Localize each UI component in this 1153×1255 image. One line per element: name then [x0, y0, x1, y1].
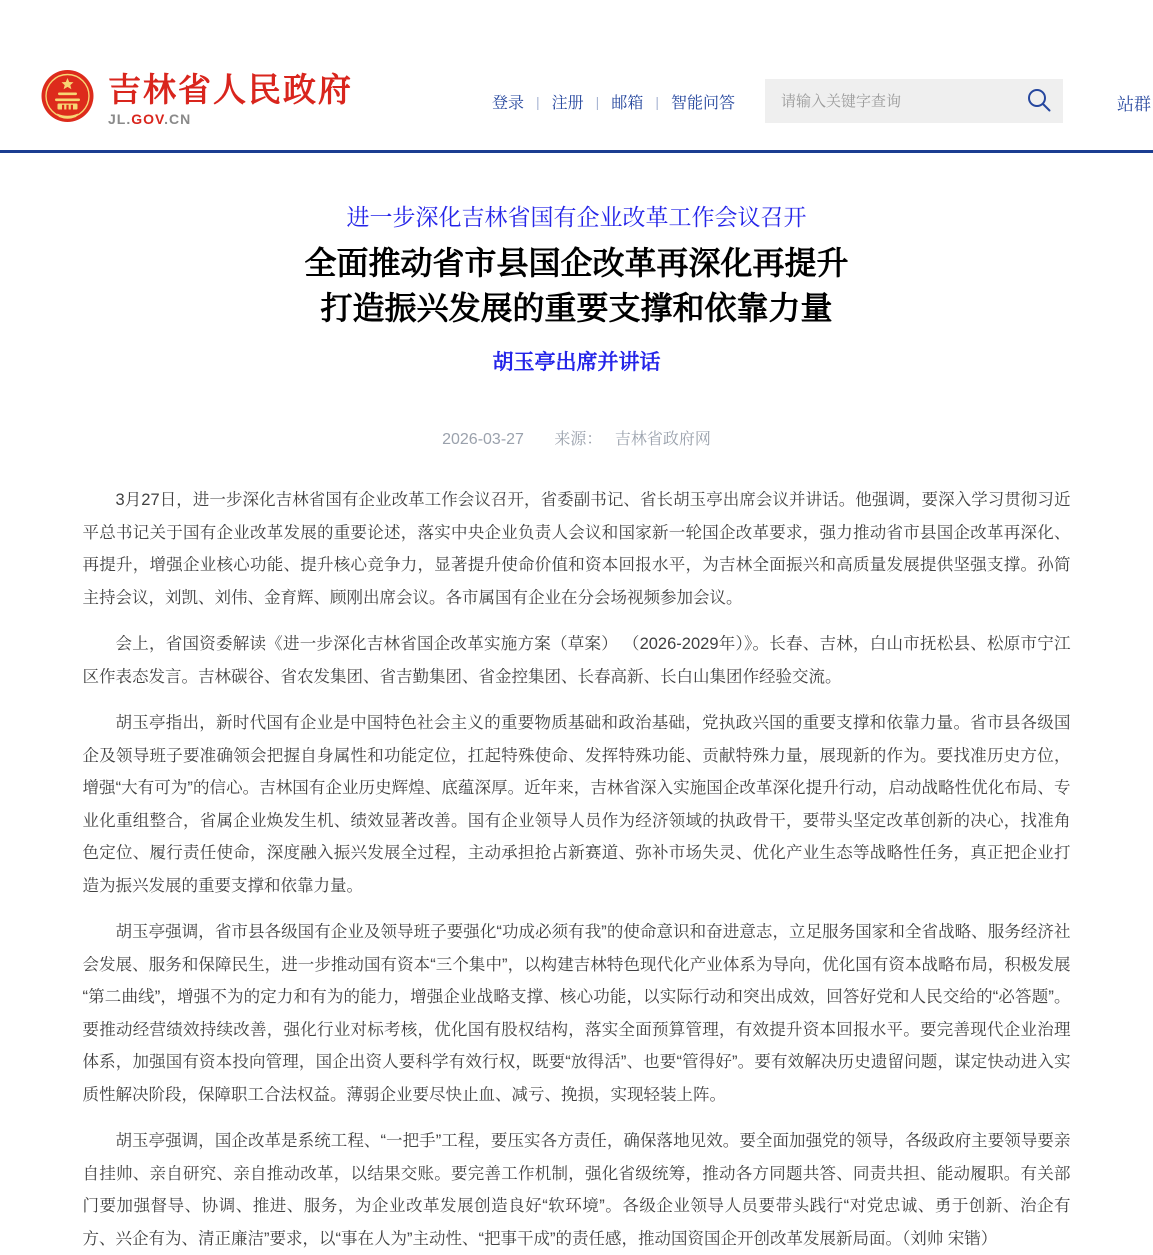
article-source: 吉林省政府网 [614, 431, 711, 448]
site-domain-cn: .CN [164, 111, 192, 127]
site-name: 吉林省人民政府 [108, 71, 353, 108]
nav-separator: | [655, 93, 659, 110]
article-paragraph: 胡玉亭指出，新时代国有企业是中国特色社会主义的重要物质基础和政治基础，党执政兴国的重要支撑和依靠力量。省市县各级国企及领导班子要准确领会把握自身属性和功能定位，扛起特殊使命、发挥特殊功能、贡献特殊力量，展现新的作为。要找准历史方位，增强“大有可为”的信心。吉林国有企业历史辉煌、底蕴深厚。近年来，吉林省深入实施国企改革深化提升行动，启动战略性优化布局、专业化重组整合，省属企业焕发生机、绩效显著改善。国有企业领导人员作为经济领域的执政骨干，要带头坚定改革创新的决心，找准角色定位、履行责任使命，深度融入振兴发展全过程，主动承担抢占新赛道、弥补市场失灵、优化产业生态等战略性任务，真正把企业打造为振兴发展的重要支撑和依靠力量。 [82, 714, 1071, 895]
nav-link-mailbox[interactable]: 邮箱 [611, 95, 644, 112]
nav-separator: | [595, 93, 600, 110]
site-domain [108, 111, 353, 127]
national-emblem-icon [40, 68, 95, 131]
logo-text [108, 72, 353, 127]
search-button[interactable] [1015, 79, 1063, 123]
site-domain-gov: GOV [131, 111, 165, 127]
site-group-link[interactable]: 站群 [1117, 95, 1151, 114]
search-box [765, 79, 1063, 123]
article-date: 2026-03-27 [442, 431, 524, 448]
search-icon [1026, 87, 1052, 116]
article-body [83, 484, 1071, 1255]
article-title-line2: 打造振兴发展的重要支撑和依靠力量 [320, 290, 833, 326]
site-header [0, 0, 1153, 150]
nav-link-smart-qa[interactable]: 智能问答 [670, 95, 735, 112]
article-paragraph: 3月27日，进一步深化吉林省国有企业改革工作会议召开，省委副书记、省长胡玉亭出席会议并讲话。他强调，要深入学习贯彻习近平总书记关于国有企业改革发展的重要论述，落实中央企业负责人会议和国家新一轮国企改革要求，强力推动省市县国企改革再深化、再提升，增强企业核心功能、提升核心竞争力，显著提升使命价值和资本回报水平，为吉林全面振兴和高质量发展提供坚强支撑。孙简主持会议，刘凯、刘伟、金育辉、顾刚出席会议。各市属国有企业在分会场视频参加会议。 [82, 491, 1071, 607]
article-speaker: 胡玉亭出席并讲话 [492, 351, 661, 374]
article-kicker: 进一步深化吉林省国有企业改革工作会议召开 [346, 205, 807, 231]
article-meta [83, 426, 1071, 449]
article-title-line1: 全面推动省市县国企改革再深化再提升 [304, 245, 849, 281]
nav-separator: | [536, 93, 540, 110]
nav-link-login[interactable]: 登录 [492, 95, 525, 112]
article-title [83, 241, 1071, 331]
search-input[interactable] [765, 79, 1015, 123]
article-paragraph: 胡玉亭强调，省市县各级国有企业及领导班子要强化“功成必须有我”的使命意识和奋进意志，立足服务国家和全省战略、服务经济社会发展、服务和保障民生，进一步推动国有资本“三个集中”，以构建吉林特色现代化产业体系为导向，优化国有资本战略布局，积极发展“第二曲线”，增强不为的定力和有为的能力，增强企业战略支撑、核心功能，以实际行动和突出成效，回答好党和人民交给的“必答题”。要推动经营绩效持续改善，强化行业对标考核，优化国有股权结构，落实全面预算管理，有效提升资本回报水平。要完善现代企业治理体系，加强国有资本投向管理，国企出资人要科学有效行权，既要“放得活”、也要“管得好”。要有效解决历史遗留问题，谋定快动进入实质性解决阶段，保障职工合法权益。薄弱企业要尽快止血、减亏、挽损，实现轻装上阵。 [82, 923, 1071, 1104]
article-paragraph: 会上，省国资委解读《进一步深化吉林省国企改革实施方案（草案） （2026-2029年）》。长春、吉林，白山市抚松县、松原市宁江区作表态发言。吉林碳谷、省农发集团、省吉勤集团、省金控集团、长春高新、长白山集团作经验交流。 [82, 635, 1071, 686]
article [83, 153, 1071, 1255]
header-nav [488, 90, 739, 113]
article-paragraph: 胡玉亭强调，国企改革是系统工程、“一把手”工程，要压实各方责任，确保落地见效。要全面加强党的领导，各级政府主要领导要亲自挂帅、亲自研究、亲自推动改革，以结果交账。要完善工作机制，强化省级统筹，推动各方同题共答、同责共担、能动履职。有关部门要加强督导、协调、推进、服务，为企业改革发展创造良好“软环境”。各级企业领导人员要带头践行“对党忠诚、勇于创新、治企有方、兴企有为、清正廉洁”要求，以“事在人为”主动性、“把事干成”的责任感，推动国资国企开创改革发展新局面。（刘帅 宋锴） [82, 1132, 1071, 1248]
site-domain-jl: JL. [108, 111, 132, 127]
nav-link-register[interactable]: 注册 [551, 95, 584, 112]
article-source-label: 来源： [554, 431, 603, 448]
site-logo[interactable] [40, 68, 353, 131]
